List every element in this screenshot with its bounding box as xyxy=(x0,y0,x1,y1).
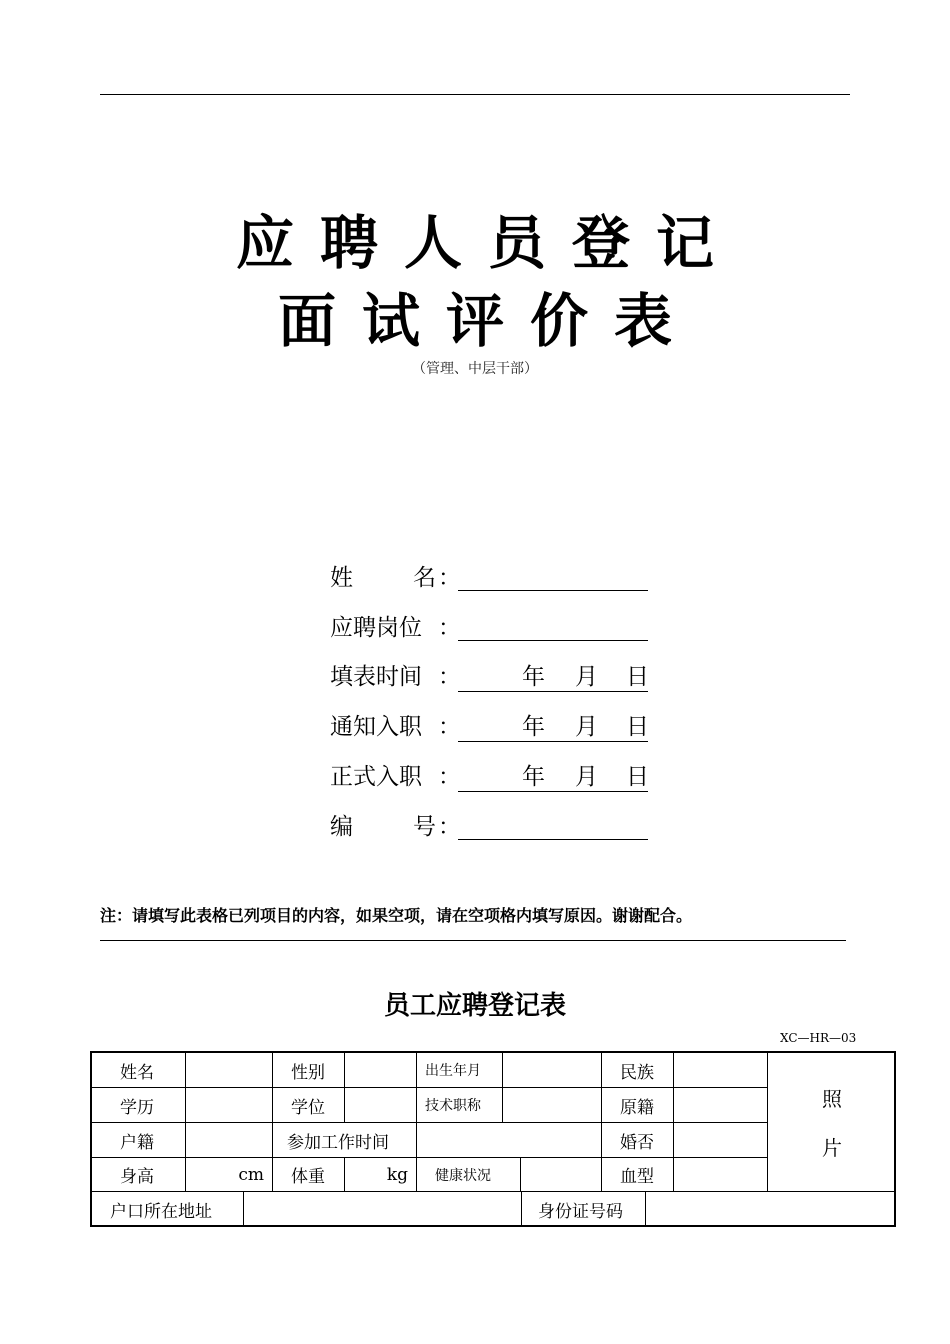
position-label: 应聘岗位 xyxy=(330,615,422,641)
blood-label-cell: 血型 xyxy=(602,1158,674,1192)
name-input-line[interactable] xyxy=(458,562,648,591)
instruction-note: 注：请填写此表格已列项目的内容，如果空项，请在空项格内填写原因。谢谢配合。 xyxy=(100,906,693,925)
health-label-cell: 健康状况 xyxy=(417,1158,521,1192)
registration-table xyxy=(90,1051,896,1227)
marital-label-cell: 婚否 xyxy=(602,1123,674,1158)
height-unit-cell[interactable]: cm xyxy=(186,1158,273,1192)
education-label-cell: 学历 xyxy=(92,1088,186,1123)
cover-title-line1: 应聘人员登记 xyxy=(235,209,740,277)
health-value-cell[interactable] xyxy=(521,1158,602,1192)
photo-cell[interactable] xyxy=(768,1053,896,1192)
number-input-line[interactable] xyxy=(458,811,648,840)
id-number-value-cell[interactable] xyxy=(646,1192,894,1227)
address-value-cell[interactable] xyxy=(244,1192,522,1227)
day-label: 日 xyxy=(626,714,649,740)
work-start-value-cell[interactable] xyxy=(417,1123,602,1158)
day-label: 日 xyxy=(626,764,649,790)
ethnicity-value-cell[interactable] xyxy=(674,1053,768,1088)
month-label: 月 xyxy=(575,764,598,790)
household-value-cell[interactable] xyxy=(186,1123,273,1158)
cover-subtitle: （管理、中层干部） xyxy=(412,361,538,377)
name-label-cell: 姓名 xyxy=(92,1053,186,1088)
number-label-b: 号 xyxy=(413,814,436,840)
id-number-label-cell: 身份证号码 xyxy=(522,1192,646,1227)
note-rule xyxy=(100,940,846,941)
notify-label: 通知入职 xyxy=(330,714,422,740)
colon: ： xyxy=(438,814,461,840)
fill-time-label: 填表时间 xyxy=(330,664,422,690)
month-label: 月 xyxy=(575,714,598,740)
blood-value-cell[interactable] xyxy=(674,1158,768,1192)
colon: ： xyxy=(438,664,461,690)
birth-value-cell[interactable] xyxy=(503,1053,602,1088)
colon: ： xyxy=(438,714,461,740)
month-label: 月 xyxy=(575,664,598,690)
position-input-line[interactable] xyxy=(458,612,648,641)
household-label-cell: 户籍 xyxy=(92,1123,186,1158)
work-start-label-cell: 参加工作时间 xyxy=(273,1123,417,1158)
ethnicity-label-cell: 民族 xyxy=(602,1053,674,1088)
name-value-cell[interactable] xyxy=(186,1053,273,1088)
degree-value-cell[interactable] xyxy=(345,1088,417,1123)
fill-time-date[interactable] xyxy=(458,661,648,692)
colon: ： xyxy=(438,764,461,790)
year-label: 年 xyxy=(522,664,545,690)
address-label-cell: 户口所在地址 xyxy=(92,1192,244,1227)
education-value-cell[interactable] xyxy=(186,1088,273,1123)
day-label: 日 xyxy=(626,664,649,690)
year-label: 年 xyxy=(522,764,545,790)
form-title: 员工应聘登记表 xyxy=(383,991,566,1021)
birth-label-cell: 出生年月 xyxy=(417,1053,503,1088)
year-label: 年 xyxy=(522,714,545,740)
cover-title-line2: 面试评价表 xyxy=(277,287,698,355)
native-place-label-cell: 原籍 xyxy=(602,1088,674,1123)
formal-label: 正式入职 xyxy=(330,764,422,790)
colon: ： xyxy=(438,565,461,591)
photo-label-b: 片 xyxy=(822,1136,842,1160)
photo-label-a: 照 xyxy=(822,1087,842,1111)
gender-value-cell[interactable] xyxy=(345,1053,417,1088)
formal-date[interactable] xyxy=(458,761,648,792)
top-rule xyxy=(100,94,850,95)
height-label-cell: 身高 xyxy=(92,1158,186,1192)
colon: ： xyxy=(438,615,461,641)
degree-label-cell: 学位 xyxy=(273,1088,345,1123)
notify-date[interactable] xyxy=(458,711,648,742)
tech-title-value-cell[interactable] xyxy=(503,1088,602,1123)
name-label-b: 名 xyxy=(413,565,436,591)
name-label-a: 姓 xyxy=(330,565,353,591)
tech-title-label-cell: 技术职称 xyxy=(417,1088,503,1123)
gender-label-cell: 性别 xyxy=(273,1053,345,1088)
form-code: XC—HR—03 xyxy=(780,1031,857,1045)
native-place-value-cell[interactable] xyxy=(674,1088,768,1123)
weight-unit-cell[interactable]: kg xyxy=(345,1158,417,1192)
marital-value-cell[interactable] xyxy=(674,1123,768,1158)
weight-label-cell: 体重 xyxy=(273,1158,345,1192)
number-label-a: 编 xyxy=(330,814,353,840)
